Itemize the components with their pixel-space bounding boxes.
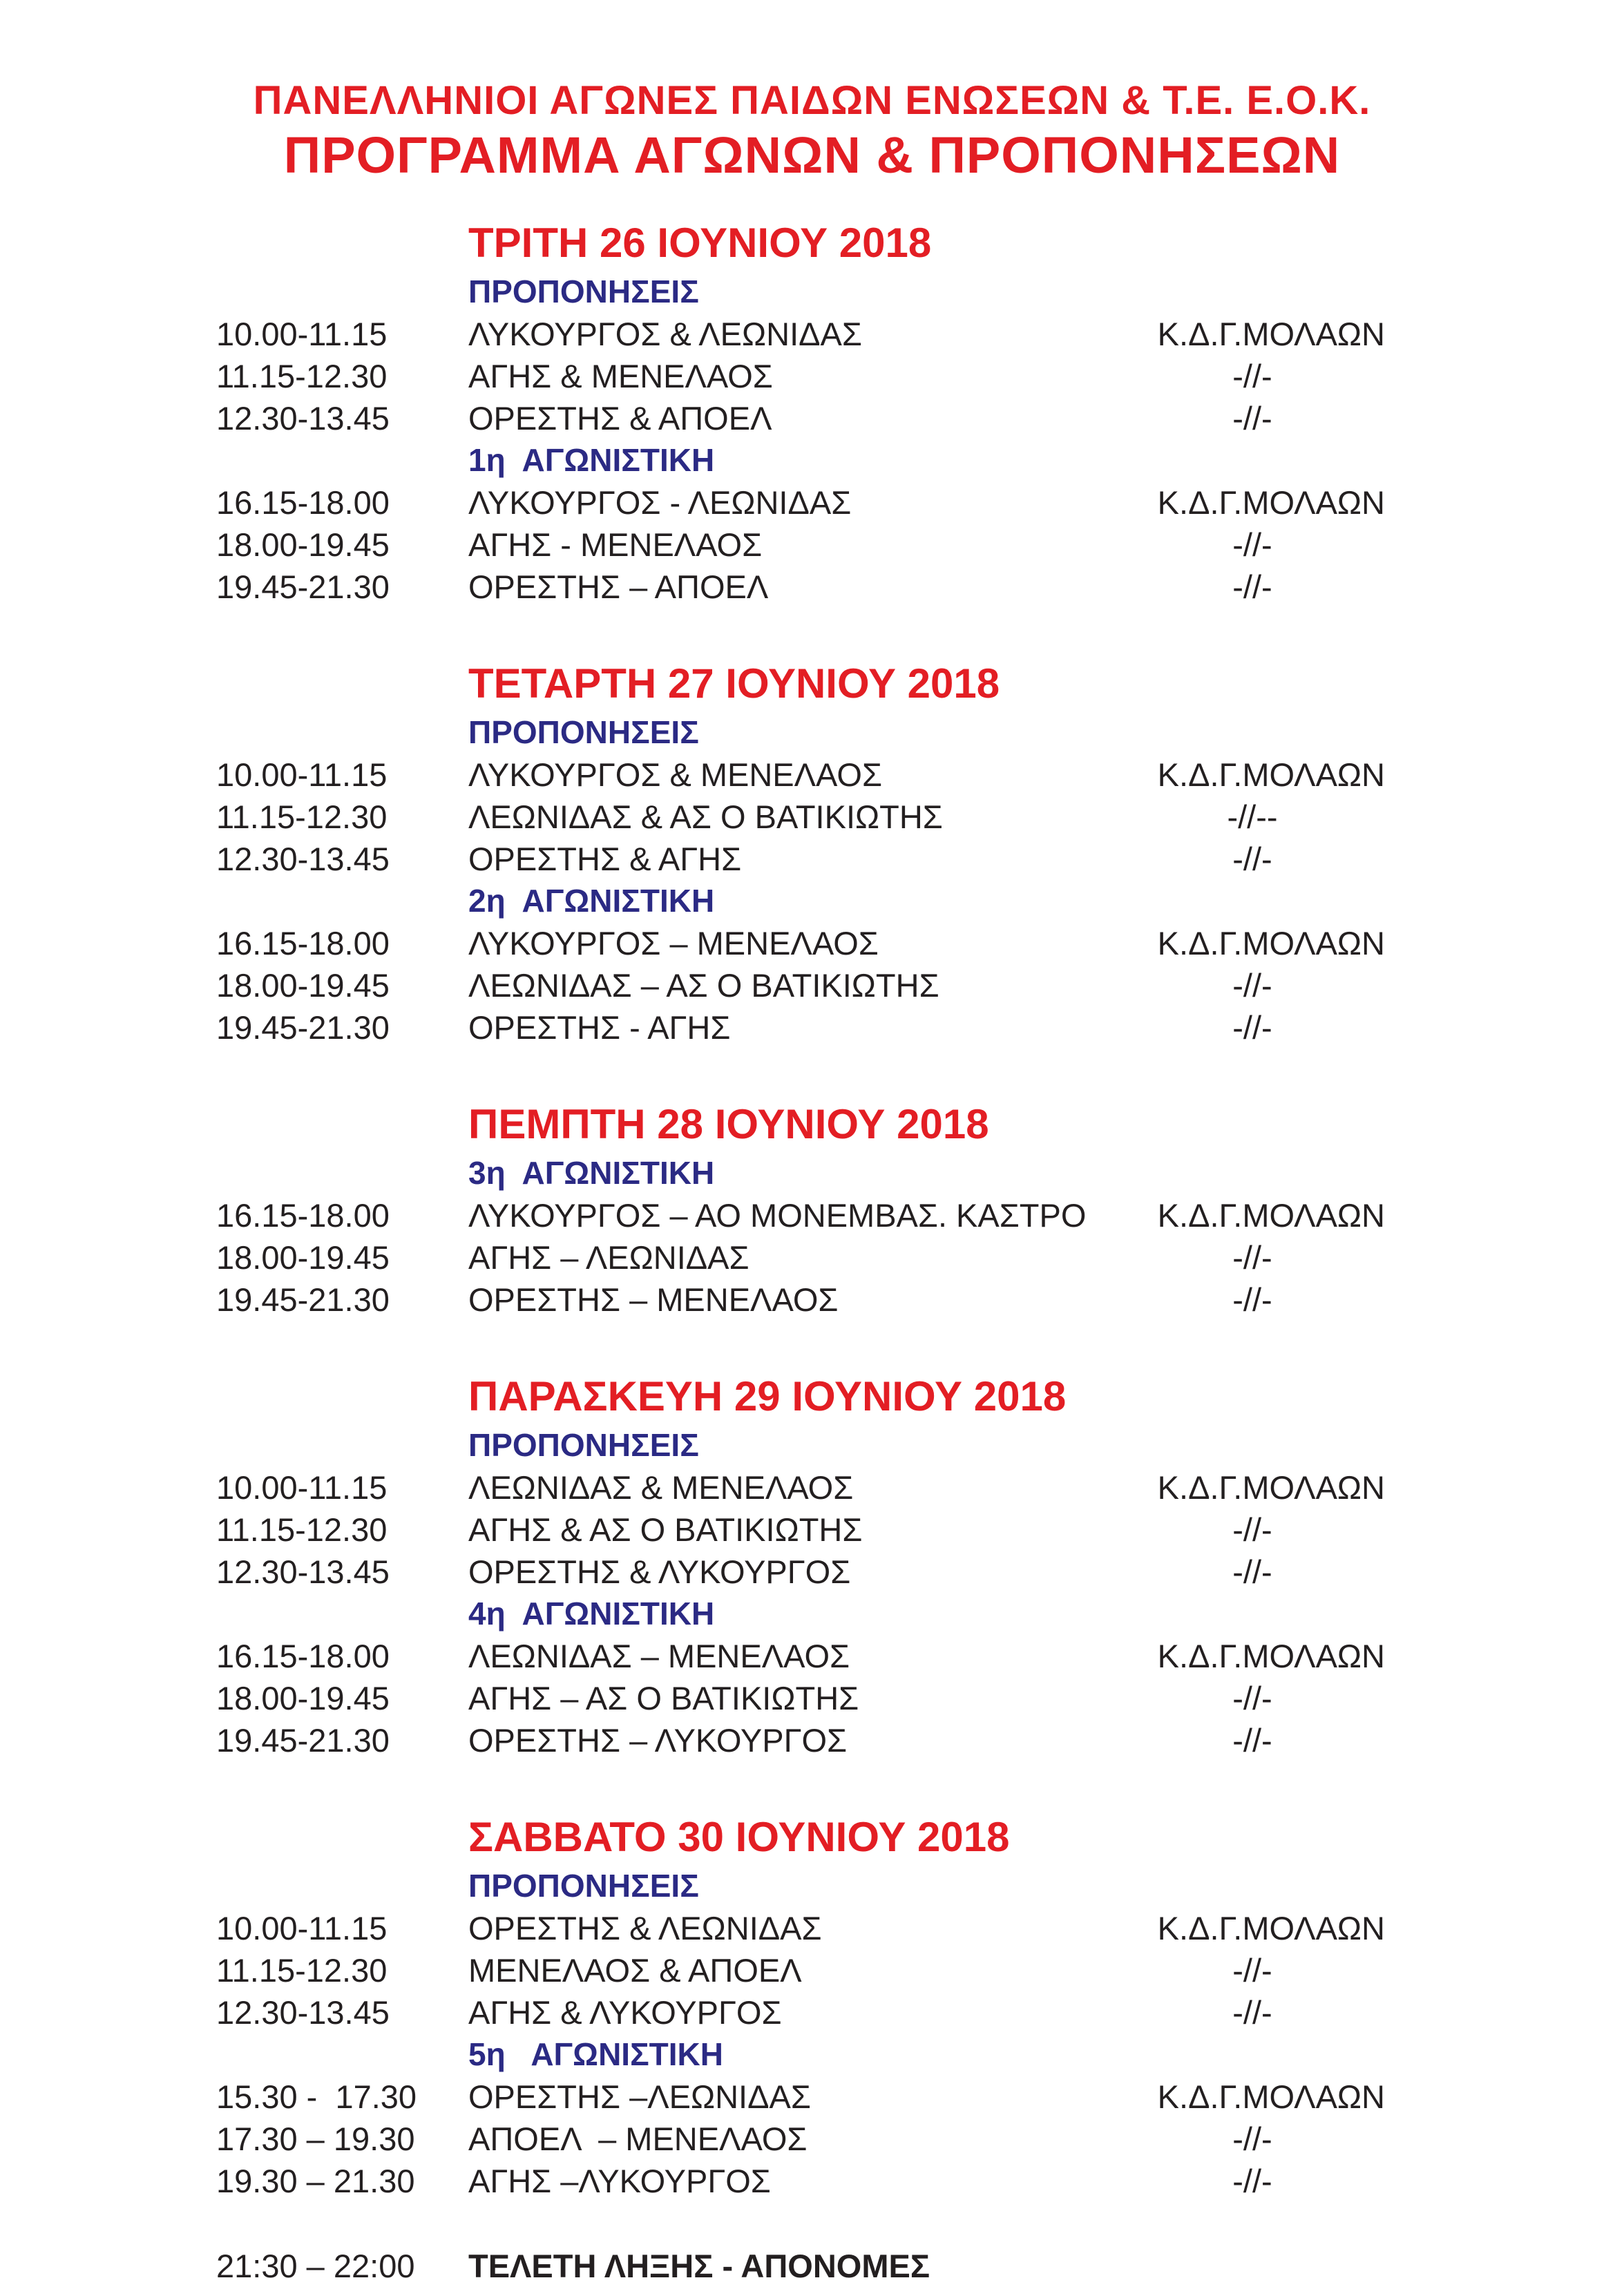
time-slot: 11.15-12.30 — [216, 358, 388, 394]
section-title: 3η ΑΓΩΝΙΣΤΙΚΗ — [468, 1155, 715, 1191]
teams: ΛΕΩΝΙΔΑΣ – ΑΣ Ο ΒΑΤΙΚΙΩΤΗΣ — [468, 967, 939, 1004]
section-title: ΠΡΟΠΟΝΗΣΕΙΣ — [468, 1427, 699, 1463]
time-slot: 12.30-13.45 — [216, 841, 390, 877]
time-slot: 19.30 – 21.30 — [216, 2163, 415, 2199]
schedule-row — [0, 1236, 1624, 1279]
time-slot: 16.15-18.00 — [216, 925, 390, 961]
closing-ceremony-label: ΤΕΛΕΤΗ ΛΗΞΗΣ - ΑΠΟΝΟΜΕΣ — [468, 2248, 930, 2284]
schedule-row — [0, 922, 1624, 964]
teams: ΑΓΗΣ – ΛΕΩΝΙΔΑΣ — [468, 1239, 749, 1276]
teams: ΛΥΚΟΥΡΓΟΣ – ΑΟ ΜΟΝΕΜΒΑΣ. ΚΑΣΤΡΟ — [468, 1197, 1087, 1234]
time-slot: 12.30-13.45 — [216, 400, 390, 437]
venue: -//- — [1232, 1511, 1272, 1548]
venue: -//- — [1232, 2121, 1272, 2157]
schedule-row — [0, 1509, 1624, 1551]
schedule-row — [0, 397, 1624, 439]
schedule-row — [0, 2118, 1624, 2160]
section-title: 1η ΑΓΩΝΙΣΤΙΚΗ — [468, 442, 715, 478]
venue: -//- — [1232, 400, 1272, 437]
schedule-row — [0, 1635, 1624, 1677]
teams: ΑΓΗΣ – ΑΣ Ο ΒΑΤΙΚΙΩΤΗΣ — [468, 1680, 859, 1716]
teams: ΑΓΗΣ & ΛΥΚΟΥΡΓΟΣ — [468, 1994, 782, 2031]
time-slot: 21:30 – 22:00 — [216, 2248, 415, 2284]
venue: Κ.Δ.Γ.ΜΟΛΑΩΝ — [1157, 925, 1385, 961]
venue: -//- — [1232, 526, 1272, 563]
teams: ΟΡΕΣΤΗΣ - ΑΓΗΣ — [468, 1009, 731, 1046]
venue: -//- — [1232, 1553, 1272, 1590]
schedule-row — [0, 964, 1624, 1006]
time-slot: 19.45-21.30 — [216, 568, 390, 605]
teams: ΑΓΗΣ & ΑΣ Ο ΒΑΤΙΚΙΩΤΗΣ — [468, 1511, 863, 1548]
time-slot: 15.30 - 17.30 — [216, 2078, 417, 2115]
day-title: ΣΑΒΒΑΤΟ 30 ΙΟΥΝΙΟΥ 2018 — [468, 1814, 1010, 1860]
section-title: 5η ΑΓΩΝΙΣΤΙΚΗ — [468, 2036, 723, 2072]
time-slot: 19.45-21.30 — [216, 1722, 390, 1759]
time-slot: 18.00-19.45 — [216, 967, 390, 1004]
teams: ΟΡΕΣΤΗΣ & ΛΥΚΟΥΡΓΟΣ — [468, 1553, 851, 1590]
teams: ΑΓΗΣ - ΜΕΝΕΛΑΟΣ — [468, 526, 763, 563]
time-slot: 12.30-13.45 — [216, 1994, 390, 2031]
day-block — [0, 1097, 1624, 1321]
time-slot: 19.45-21.30 — [216, 1009, 390, 1046]
venue: -//- — [1232, 1680, 1272, 1716]
teams: ΛΕΩΝΙΔΑΣ – ΜΕΝΕΛΑΟΣ — [468, 1638, 850, 1674]
teams: ΛΥΚΟΥΡΓΟΣ & ΛΕΩΝΙΔΑΣ — [468, 316, 862, 352]
venue: -//- — [1232, 967, 1272, 1004]
venue: -//- — [1232, 1281, 1272, 1318]
venue: Κ.Δ.Γ.ΜΟΛΑΩΝ — [1157, 1469, 1385, 1506]
schedule-row — [0, 1551, 1624, 1593]
schedule-row — [0, 754, 1624, 796]
schedule-row — [0, 313, 1624, 355]
venue: -//- — [1232, 358, 1272, 394]
teams: ΟΡΕΣΤΗΣ & ΑΓΗΣ — [468, 841, 742, 877]
day-title: ΤΡΙΤΗ 26 ΙΟΥΝΙΟΥ 2018 — [468, 220, 932, 266]
venue: Κ.Δ.Γ.ΜΟΛΑΩΝ — [1157, 756, 1385, 793]
teams: ΑΓΗΣ –ΛΥΚΟΥΡΓΟΣ — [468, 2163, 771, 2199]
time-slot: 10.00-11.15 — [216, 1469, 388, 1506]
section-title: ΠΡΟΠΟΝΗΣΕΙΣ — [468, 1868, 699, 1904]
teams: ΟΡΕΣΤΗΣ & ΛΕΩΝΙΔΑΣ — [468, 1910, 822, 1946]
venue: Κ.Δ.Γ.ΜΟΛΑΩΝ — [1157, 316, 1385, 352]
time-slot: 18.00-19.45 — [216, 1239, 390, 1276]
schedule-row — [0, 2076, 1624, 2118]
venue: -//- — [1232, 1952, 1272, 1989]
schedule-row — [0, 1949, 1624, 1991]
time-slot: 16.15-18.00 — [216, 1197, 390, 1234]
day-block — [0, 216, 1624, 608]
time-slot: 10.00-11.15 — [216, 316, 388, 352]
closing-ceremony-row — [0, 2245, 1624, 2287]
venue: -//- — [1232, 1994, 1272, 2031]
document-subtitle: ΠΑΝΕΛΛΗΝΙΟΙ ΑΓΩΝΕΣ ΠΑΙΔΩΝ ΕΝΩΣΕΩΝ & Τ.Ε. Ε.Ο.Κ. — [253, 78, 1371, 123]
day-block — [0, 656, 1624, 1049]
venue: -//- — [1232, 1239, 1272, 1276]
teams: ΜΕΝΕΛΑΟΣ & ΑΠΟΕΛ — [468, 1952, 802, 1989]
time-slot: 10.00-11.15 — [216, 756, 388, 793]
teams: ΟΡΕΣΤΗΣ – ΜΕΝΕΛΑΟΣ — [468, 1281, 839, 1318]
schedule-row — [0, 1719, 1624, 1761]
schedule-row — [0, 1907, 1624, 1949]
section-title: 4η ΑΓΩΝΙΣΤΙΚΗ — [468, 1596, 715, 1631]
venue: Κ.Δ.Γ.ΜΟΛΑΩΝ — [1157, 484, 1385, 521]
venue: -//- — [1232, 1722, 1272, 1759]
venue: -//- — [1232, 1009, 1272, 1046]
day-title: ΤΕΤΑΡΤΗ 27 ΙΟΥΝΙΟΥ 2018 — [468, 660, 1000, 707]
schedule-row — [0, 1677, 1624, 1719]
teams: ΛΕΩΝΙΔΑΣ & ΑΣ Ο ΒΑΤΙΚΙΩΤΗΣ — [468, 798, 943, 835]
venue: Κ.Δ.Γ.ΜΟΛΑΩΝ — [1157, 2078, 1385, 2115]
time-slot: 11.15-12.30 — [216, 1952, 388, 1989]
schedule-row — [0, 481, 1624, 524]
day-block — [0, 1810, 1624, 2202]
time-slot: 18.00-19.45 — [216, 526, 390, 563]
venue: -//- — [1232, 841, 1272, 877]
document-title: ΠΡΟΓΡΑΜΜΑ ΑΓΩΝΩΝ & ΠΡΟΠΟΝΗΣΕΩΝ — [283, 126, 1341, 184]
day-title: ΠΕΜΠΤΗ 28 ΙΟΥΝΙΟΥ 2018 — [468, 1101, 989, 1147]
teams: ΛΥΚΟΥΡΓΟΣ - ΛΕΩΝΙΔΑΣ — [468, 484, 852, 521]
time-slot: 18.00-19.45 — [216, 1680, 390, 1716]
venue: Κ.Δ.Γ.ΜΟΛΑΩΝ — [1157, 1197, 1385, 1234]
venue: Κ.Δ.Γ.ΜΟΛΑΩΝ — [1157, 1910, 1385, 1946]
schedule-row — [0, 1991, 1624, 2034]
schedule-row — [0, 1279, 1624, 1321]
teams: ΛΥΚΟΥΡΓΟΣ – ΜΕΝΕΛΑΟΣ — [468, 925, 879, 961]
teams: ΟΡΕΣΤΗΣ & ΑΠΟΕΛ — [468, 400, 772, 437]
time-slot: 16.15-18.00 — [216, 1638, 390, 1674]
time-slot: 19.45-21.30 — [216, 1281, 390, 1318]
time-slot: 10.00-11.15 — [216, 1910, 388, 1946]
time-slot: 17.30 – 19.30 — [216, 2121, 415, 2157]
venue: -//-- — [1227, 798, 1278, 835]
section-title: ΠΡΟΠΟΝΗΣΕΙΣ — [468, 714, 699, 750]
schedule-row — [0, 566, 1624, 608]
schedule-row — [0, 2160, 1624, 2202]
teams: ΑΓΗΣ & ΜΕΝΕΛΑΟΣ — [468, 358, 773, 394]
schedule-row — [0, 1006, 1624, 1049]
section-title: ΠΡΟΠΟΝΗΣΕΙΣ — [468, 274, 699, 309]
teams: ΟΡΕΣΤΗΣ – ΑΠΟΕΛ — [468, 568, 769, 605]
venue: -//- — [1232, 568, 1272, 605]
schedule-row — [0, 796, 1624, 838]
schedule-row — [0, 1466, 1624, 1509]
teams: ΟΡΕΣΤΗΣ –ΛΕΩΝΙΔΑΣ — [468, 2078, 811, 2115]
teams: ΛΕΩΝΙΔΑΣ & ΜΕΝΕΛΑΟΣ — [468, 1469, 854, 1506]
day-title: ΠΑΡΑΣΚΕΥΗ 29 ΙΟΥΝΙΟΥ 2018 — [468, 1373, 1067, 1419]
venue: -//- — [1232, 2163, 1272, 2199]
venue: Κ.Δ.Γ.ΜΟΛΑΩΝ — [1157, 1638, 1385, 1674]
teams: ΛΥΚΟΥΡΓΟΣ & ΜΕΝΕΛΑΟΣ — [468, 756, 883, 793]
schedule-row — [0, 838, 1624, 880]
schedule-row — [0, 1194, 1624, 1236]
day-block — [0, 1369, 1624, 1761]
schedule-row — [0, 355, 1624, 397]
section-title: 2η ΑΓΩΝΙΣΤΙΚΗ — [468, 883, 715, 919]
teams: ΑΠΟΕΛ – ΜΕΝΕΛΑΟΣ — [468, 2121, 808, 2157]
teams: ΟΡΕΣΤΗΣ – ΛΥΚΟΥΡΓΟΣ — [468, 1722, 848, 1759]
time-slot: 12.30-13.45 — [216, 1553, 390, 1590]
time-slot: 11.15-12.30 — [216, 798, 388, 835]
time-slot: 11.15-12.30 — [216, 1511, 388, 1548]
time-slot: 16.15-18.00 — [216, 484, 390, 521]
schedule — [0, 216, 1624, 2287]
schedule-row — [0, 524, 1624, 566]
